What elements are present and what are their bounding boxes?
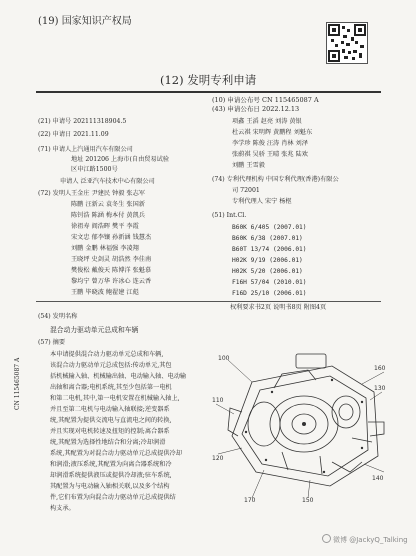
co-applicant: 申请人 泛亚汽车技术中心有限公司: [60, 178, 155, 185]
inventor-line-right: 李学珍 陈俊 汪涛 肖林 刘泽: [232, 140, 308, 147]
inventor-line: 王金庄 尹建民 钟毅 张志军: [71, 190, 145, 197]
inventor-line: 徐祖寿 阎浩晖 樊平 李霞: [71, 223, 139, 230]
abstract-line: 其配置为与电动输入轴相关联,以及多个结构: [50, 483, 170, 490]
intcl-item: F16H 57/04 (2010.01): [232, 279, 307, 286]
qr-code: [326, 22, 368, 64]
abstract-line: 括机械输入轴、机械输出轴、电动输入轴、电动输: [50, 373, 187, 380]
side-publication-code: CN 115465087 A: [14, 357, 21, 410]
watermark: [322, 534, 408, 545]
intcl-item: H02K 9/19 (2006.01): [232, 257, 303, 264]
agency: (74) 专利代理机构 中国专利代理(香港)有限公: [212, 176, 339, 183]
applicant-line: 上汽通用汽车有限公司: [71, 146, 133, 153]
inventor-line-right: 项鑫 王滔 赵亮 刘涛 黄银: [232, 118, 302, 125]
abstract-line: 并且至第二电机与电动输入轴联接;逆变器系: [50, 406, 170, 413]
inventor-line-right: 刘鹏 王雪毅: [232, 162, 265, 169]
abstract-line: 出轴和离合器;电机系统,其至少包括第一电机: [50, 384, 172, 391]
abstract-line: 并且实现对电机转速及扭矩的控制;离合器系: [50, 428, 170, 435]
inventor-line-right: 张蔚祺 吴骄 王晴 张兆 陆欢: [232, 151, 308, 158]
inventor-label: (72) 发明人: [38, 190, 72, 197]
ref-number: 170: [244, 497, 256, 502]
watermark-text: 微博 @JackyQ_Talking: [333, 536, 408, 544]
applicant-label: (71) 申请人: [38, 146, 72, 153]
ref-number: 130: [374, 385, 386, 392]
ref-number: 100: [218, 355, 230, 362]
intcl-item: H02K 5/20 (2006.01): [232, 268, 303, 275]
abstract-line: 统,其配置为选择性地结合和分离;冷却润滑: [50, 439, 166, 446]
ref-number: 150: [302, 497, 314, 502]
intcl-label: (51) Int.Cl.: [212, 212, 247, 219]
header-divider: [36, 91, 381, 93]
inventor-line: 宋文忠 郁李镶 孙新涵 钱慧杰: [71, 234, 152, 241]
title-label: (54) 发明名称: [38, 313, 78, 320]
abstract-line: 构支承。: [50, 505, 75, 512]
agency-code: 司 72001: [232, 187, 260, 194]
publication-date: (43) 申请公布日 2022.12.13: [212, 105, 300, 113]
abstract-line: 该混合动力驱动单元总成包括:传动单元,其包: [50, 362, 172, 369]
page-count: 权利要求书2页 说明书8页 附图4页: [230, 304, 327, 311]
abstract-line: 统,其配置为提供交流电与直流电之间的转换,: [50, 417, 172, 424]
intcl-item: B60T 13/74 (2006.01): [232, 246, 307, 253]
abstract-line: 却润滑系统提供液压或提供冷却液;驻车系统,: [50, 472, 172, 479]
application-number: (21) 申请号 202111318904.5: [38, 118, 127, 125]
inventor-line: 王晓坪 史剑灵 胡浩然 李佳南: [71, 256, 152, 263]
intcl-item: F16D 25/10 (2006.01): [232, 290, 307, 297]
inventor-line: 樊俊松 戴俊天 陈博洋 张魁慕: [71, 267, 152, 274]
ref-number: 160: [374, 365, 386, 372]
application-date: (22) 申请日 2021.11.09: [38, 131, 109, 138]
pages-divider: [36, 301, 381, 302]
abstract-label: (57) 摘要: [38, 339, 66, 346]
inventor-line: 陈钊浩 陈涵 梅本付 黄凯兵: [71, 212, 145, 219]
inventor-line-right: 杜云祺 宋明辉 黄鹏程 刘魁东: [232, 129, 313, 136]
abstract-line: 系统,其配置为对混合动力驱动单元总成提供冷却: [50, 450, 182, 457]
publication-number: (10) 申请公布号 CN 115465087 A: [212, 96, 319, 104]
document-type: (12) 发明专利申请: [160, 73, 257, 87]
ref-number: 120: [212, 455, 224, 462]
applicant-line: 区申江路1500号: [71, 166, 118, 173]
qr-code-icon: [327, 23, 367, 63]
agent: 专利代理人 宋宁 杨枢: [232, 198, 292, 205]
office-header: (19) 国家知识产权局: [38, 16, 132, 27]
intcl-item: B60K 6/405 (2007.01): [232, 224, 307, 231]
applicant-line: 地址 201206 上海市(自由贸易试验: [71, 156, 170, 163]
ref-number: 140: [372, 475, 384, 482]
weibo-icon: [322, 534, 331, 543]
abstract-line: 和润滑;液压系统,其配置为向离合器系统和冷: [50, 461, 172, 468]
drive-unit-drawing: [212, 352, 392, 502]
abstract-line: 和第二电机,其中,第一电机安置在机械输入轴上,: [50, 395, 180, 402]
inventor-line: 王鹏 毕晓波 鲍翟建 江彪: [71, 289, 139, 296]
inventor-line: 陈鹏 汪新云 袁冬生 张国新: [71, 201, 145, 208]
inventor-line: 刘鹏 金鹏 林福强 李凌翔: [71, 245, 139, 252]
abstract-line: 本申请提供混合动力驱动单元总成和车辆,: [50, 351, 164, 358]
abstract-line: 件,它们布置为向混合动力驱动单元总成提供结: [50, 494, 176, 501]
invention-title: 混合动力驱动单元总成和车辆: [50, 326, 139, 334]
intcl-item: B60K 6/38 (2007.01): [232, 235, 303, 242]
inventor-line: 黎均宁 曾万华 许冰心 连云香: [71, 278, 152, 285]
ref-number: 110: [212, 397, 224, 404]
